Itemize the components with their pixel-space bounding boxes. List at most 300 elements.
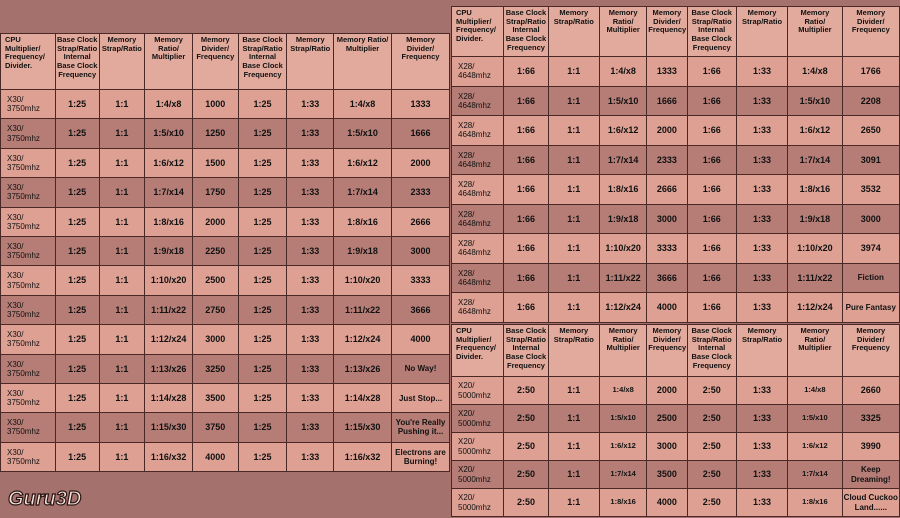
table-cell: 2:50: [687, 377, 736, 405]
column-header: Base Clock Strap/Ratio Internal Base Clock Frequency: [238, 34, 287, 90]
table-cell: 1:16/x32: [145, 442, 193, 471]
table-cell: 1:5/x10: [788, 86, 842, 116]
table-cell: 1:15/x30: [145, 413, 193, 442]
table-cell: 1:33: [736, 86, 787, 116]
table-cell: 2:50: [687, 489, 736, 517]
table-cell: X30/ 3750mhz: [1, 90, 56, 119]
table-cell: 1:33: [736, 234, 787, 264]
table-cell: You're Really Pushing it...: [392, 413, 450, 442]
table-cell: Fiction: [842, 263, 899, 293]
table-cell: 1:6/x12: [334, 148, 392, 177]
table-cell: 2500: [192, 266, 238, 295]
table-cell: 2333: [392, 178, 450, 207]
table-cell: 1:6/x12: [145, 148, 193, 177]
table-cell: 1:10/x20: [334, 266, 392, 295]
header-row: [452, 325, 900, 377]
table-cell: 1:7/x14: [788, 145, 842, 175]
table-row: [452, 489, 900, 517]
table-cell: 3500: [647, 461, 687, 489]
table-cell: 1:4/x8: [599, 57, 646, 87]
header-row: [452, 7, 900, 57]
table-row: [1, 295, 450, 324]
table-cell: 2750: [192, 295, 238, 324]
table-cell: 1:1: [99, 148, 145, 177]
table-cell: 1:1: [548, 293, 599, 323]
table-cell: 1:1: [99, 178, 145, 207]
table-row: [452, 145, 900, 175]
table-cell: 1:1: [99, 207, 145, 236]
table-row: [1, 236, 450, 265]
table-cell: 3500: [192, 383, 238, 412]
table-cell: 1:7/x14: [788, 461, 842, 489]
column-header: Memory Divider/ Frequency: [842, 325, 899, 377]
table-cell: 1:33: [287, 354, 334, 383]
table-cell: 1:33: [287, 90, 334, 119]
table-cell: 3000: [647, 433, 687, 461]
table-cell: 1:33: [287, 295, 334, 324]
table-cell: 1:25: [55, 295, 99, 324]
table-cell: X28/ 4648mhz: [452, 234, 504, 264]
table-cell: Electrons are Burning!: [392, 442, 450, 471]
table-row: [452, 377, 900, 405]
table-cell: 1333: [392, 90, 450, 119]
table-cell: 1:33: [287, 442, 334, 471]
table-row: [1, 148, 450, 177]
table-cell: 1:66: [687, 263, 736, 293]
table-cell: Keep Dreaming!: [842, 461, 899, 489]
table-cell: 1666: [392, 119, 450, 148]
table-cell: 1:5/x10: [334, 119, 392, 148]
column-header: CPU Multiplier/ Frequency/ Divider.: [1, 34, 56, 90]
table-cell: 1250: [192, 119, 238, 148]
table-cell: 1:66: [687, 145, 736, 175]
table-cell: 2000: [192, 207, 238, 236]
table-row: [452, 433, 900, 461]
table-cell: 1:33: [736, 175, 787, 205]
table-cell: 1:25: [238, 178, 287, 207]
table-cell: 1:66: [504, 175, 548, 205]
table-cell: 1:33: [736, 263, 787, 293]
table-cell: 1:1: [548, 461, 599, 489]
table-cell: No Way!: [392, 354, 450, 383]
table-cell: X30/ 3750mhz: [1, 442, 56, 471]
column-header: Memory Ratio/ Multiplier: [599, 7, 646, 57]
table-cell: 1:25: [238, 207, 287, 236]
table-cell: 2000: [647, 377, 687, 405]
table-cell: 1:6/x12: [788, 433, 842, 461]
right-bottom-memory-table: [451, 324, 900, 517]
table-cell: 1:6/x12: [788, 116, 842, 146]
table-cell: 1:33: [287, 236, 334, 265]
table-cell: 1:1: [548, 175, 599, 205]
table-cell: 1:66: [504, 145, 548, 175]
table-cell: X28/ 4648mhz: [452, 293, 504, 323]
table-cell: 2333: [647, 145, 687, 175]
table-cell: X30/ 3750mhz: [1, 413, 56, 442]
table-cell: 1:33: [736, 377, 787, 405]
table-row: [452, 293, 900, 323]
table-cell: 1:11/x22: [145, 295, 193, 324]
table-cell: 1:1: [99, 119, 145, 148]
table-cell: 1:25: [238, 90, 287, 119]
table-cell: 1:33: [287, 266, 334, 295]
table-row: [452, 57, 900, 87]
table-cell: 3250: [192, 354, 238, 383]
table-cell: 3000: [392, 236, 450, 265]
table-cell: 3333: [392, 266, 450, 295]
table-cell: 2250: [192, 236, 238, 265]
table-cell: 1:7/x14: [599, 145, 646, 175]
table-cell: 1:25: [55, 413, 99, 442]
table-cell: 1:66: [687, 116, 736, 146]
table-row: [452, 175, 900, 205]
table-cell: 1:25: [55, 119, 99, 148]
column-header: Memory Strap/Ratio: [548, 7, 599, 57]
table-cell: 1:11/x22: [599, 263, 646, 293]
table-cell: X30/ 3750mhz: [1, 207, 56, 236]
table-cell: 1500: [192, 148, 238, 177]
table-cell: 1:33: [287, 383, 334, 412]
table-cell: 1:6/x12: [599, 433, 646, 461]
table-cell: 1:33: [736, 405, 787, 433]
table-cell: 1:10/x20: [145, 266, 193, 295]
table-cell: X20/ 5000mhz: [452, 433, 504, 461]
table-cell: 2:50: [504, 461, 548, 489]
table-cell: 1:10/x20: [599, 234, 646, 264]
table-cell: 4000: [192, 442, 238, 471]
table-row: [1, 266, 450, 295]
table-cell: 1:66: [687, 234, 736, 264]
table-cell: X20/ 5000mhz: [452, 377, 504, 405]
table-cell: 1:7/x14: [599, 461, 646, 489]
table-cell: 2500: [647, 405, 687, 433]
table-cell: 2650: [842, 116, 899, 146]
table-cell: 1:25: [55, 383, 99, 412]
table-cell: 2666: [392, 207, 450, 236]
table-cell: 1:13/x26: [334, 354, 392, 383]
table-cell: 1:25: [55, 325, 99, 354]
table-cell: 1766: [842, 57, 899, 87]
table-cell: 1:66: [504, 57, 548, 87]
table-cell: 1000: [192, 90, 238, 119]
table-cell: 1:33: [736, 204, 787, 234]
table-cell: 1:66: [504, 263, 548, 293]
table-cell: 1:25: [238, 266, 287, 295]
table-cell: 1:25: [238, 442, 287, 471]
table-cell: 2000: [392, 148, 450, 177]
table-row: [452, 86, 900, 116]
left-memory-table: [0, 33, 450, 472]
table-row: [1, 119, 450, 148]
table-cell: 1:33: [287, 178, 334, 207]
table-cell: 1:4/x8: [145, 90, 193, 119]
table-cell: X30/ 3750mhz: [1, 178, 56, 207]
table-cell: Cloud Cuckoo Land......: [842, 489, 899, 517]
column-header: Memory Ratio/ Multiplier: [788, 325, 842, 377]
table-cell: 1:1: [99, 325, 145, 354]
column-header: CPU Multiplier/ Frequency/ Divider.: [452, 7, 504, 57]
table-cell: 1:12/x24: [334, 325, 392, 354]
table-cell: X28/ 4648mhz: [452, 175, 504, 205]
table-row: [452, 204, 900, 234]
table-row: [1, 383, 450, 412]
table-cell: 1:4/x8: [599, 377, 646, 405]
table-cell: X30/ 3750mhz: [1, 266, 56, 295]
table-cell: 1:66: [504, 293, 548, 323]
table-cell: 4000: [392, 325, 450, 354]
table-cell: 1:14/x28: [334, 383, 392, 412]
table-cell: 3000: [647, 204, 687, 234]
table-cell: 3750: [192, 413, 238, 442]
table-cell: 1:1: [548, 433, 599, 461]
table-cell: 1:25: [55, 442, 99, 471]
table-cell: 2000: [647, 116, 687, 146]
table-cell: 2208: [842, 86, 899, 116]
column-header: Memory Divider/ Frequency: [647, 325, 687, 377]
table-cell: 1:12/x24: [599, 293, 646, 323]
table-cell: X28/ 4648mhz: [452, 145, 504, 175]
table-cell: 1:66: [504, 86, 548, 116]
column-header: Base Clock Strap/Ratio Internal Base Clock Frequency: [55, 34, 99, 90]
table-cell: X30/ 3750mhz: [1, 325, 56, 354]
table-row: [1, 354, 450, 383]
table-cell: 1:66: [687, 57, 736, 87]
column-header: Memory Divider/ Frequency: [842, 7, 899, 57]
table-cell: 1:1: [99, 90, 145, 119]
table-row: [452, 405, 900, 433]
table-cell: 1:5/x10: [145, 119, 193, 148]
table-cell: 1:1: [548, 145, 599, 175]
table-cell: 1:1: [548, 405, 599, 433]
table-cell: 1:25: [55, 178, 99, 207]
table-row: [452, 234, 900, 264]
table-cell: 1:25: [55, 354, 99, 383]
column-header: Memory Ratio/ Multiplier: [599, 325, 646, 377]
table-cell: 1:1: [548, 116, 599, 146]
table-cell: 1:25: [55, 207, 99, 236]
table-cell: 1:8/x16: [599, 175, 646, 205]
column-header: Memory Strap/Ratio: [287, 34, 334, 90]
table-cell: 1:33: [287, 325, 334, 354]
table-row: [1, 178, 450, 207]
table-cell: 1:7/x14: [334, 178, 392, 207]
table-cell: 1:33: [287, 413, 334, 442]
column-header: Memory Strap/Ratio: [99, 34, 145, 90]
table-cell: 1:33: [736, 293, 787, 323]
table-cell: 1:66: [504, 116, 548, 146]
column-header: Base Clock Strap/Ratio Internal Base Clock Frequency: [504, 7, 548, 57]
table-cell: 1:25: [238, 354, 287, 383]
table-cell: 2666: [647, 175, 687, 205]
table-cell: 4000: [647, 293, 687, 323]
table-cell: 1:12/x24: [145, 325, 193, 354]
table-cell: X30/ 3750mhz: [1, 148, 56, 177]
table-cell: 1:25: [238, 295, 287, 324]
table-cell: 3974: [842, 234, 899, 264]
table-cell: X28/ 4648mhz: [452, 263, 504, 293]
table-cell: 1:8/x16: [334, 207, 392, 236]
table-cell: 1:9/x18: [145, 236, 193, 265]
table-cell: 3000: [842, 204, 899, 234]
column-header: Memory Divider/ Frequency: [647, 7, 687, 57]
table-cell: 1:4/x8: [334, 90, 392, 119]
table-cell: 4000: [647, 489, 687, 517]
table-cell: 2:50: [504, 489, 548, 517]
table-cell: 1:25: [238, 325, 287, 354]
table-cell: 3666: [647, 263, 687, 293]
table-cell: 1:66: [687, 175, 736, 205]
table-cell: 1:66: [687, 86, 736, 116]
table-cell: 1:7/x14: [145, 178, 193, 207]
table-cell: 1:9/x18: [788, 204, 842, 234]
table-cell: 2:50: [687, 405, 736, 433]
table-cell: 1:5/x10: [599, 86, 646, 116]
table-cell: 1:15/x30: [334, 413, 392, 442]
logo-text: Guru3D: [8, 488, 82, 510]
column-header: Memory Strap/Ratio: [736, 325, 787, 377]
guru3d-logo: [4, 484, 122, 512]
table-cell: 1:33: [736, 461, 787, 489]
table-cell: 1:1: [99, 295, 145, 324]
table-cell: 1:8/x16: [145, 207, 193, 236]
table-cell: Just Stop...: [392, 383, 450, 412]
table-row: [1, 207, 450, 236]
table-cell: 1:8/x16: [599, 489, 646, 517]
table-cell: X28/ 4648mhz: [452, 204, 504, 234]
column-header: Memory Divider/ Frequency: [392, 34, 450, 90]
column-header: Memory Ratio/ Multiplier: [145, 34, 193, 90]
table-cell: 1:13/x26: [145, 354, 193, 383]
table-cell: 1:1: [99, 442, 145, 471]
table-cell: 1:25: [238, 119, 287, 148]
table-cell: 1:8/x16: [788, 175, 842, 205]
table-cell: X20/ 5000mhz: [452, 489, 504, 517]
table-cell: 1:33: [287, 207, 334, 236]
table-cell: 1:6/x12: [599, 116, 646, 146]
table-cell: 1:33: [287, 119, 334, 148]
table-cell: X20/ 5000mhz: [452, 405, 504, 433]
table-cell: X30/ 3750mhz: [1, 295, 56, 324]
table-row: [1, 90, 450, 119]
table-cell: 1:1: [99, 383, 145, 412]
table-cell: 1:1: [548, 234, 599, 264]
column-header: Memory Ratio/ Multiplier: [334, 34, 392, 90]
table-cell: 1:33: [736, 57, 787, 87]
table-cell: 1:25: [55, 266, 99, 295]
table-row: [1, 413, 450, 442]
table-cell: 2:50: [504, 405, 548, 433]
column-header: Memory Strap/Ratio: [736, 7, 787, 57]
table-row: [1, 325, 450, 354]
table-cell: 1:5/x10: [599, 405, 646, 433]
column-header: Base Clock Strap/Ratio Internal Base Clock Frequency: [687, 325, 736, 377]
header-row: [1, 34, 450, 90]
table-cell: 1:66: [504, 204, 548, 234]
column-header: CPU Multiplier/ Frequency/ Divider.: [452, 325, 504, 377]
table-cell: 1:25: [238, 148, 287, 177]
table-cell: 2:50: [504, 433, 548, 461]
table-cell: 2660: [842, 377, 899, 405]
table-cell: 1:33: [736, 489, 787, 517]
table-cell: 1:9/x18: [334, 236, 392, 265]
table-cell: 2:50: [687, 461, 736, 489]
table-cell: 1:1: [548, 377, 599, 405]
table-cell: 1:33: [736, 433, 787, 461]
table-cell: 1:33: [287, 148, 334, 177]
table-cell: 1:66: [687, 293, 736, 323]
table-cell: 1:1: [548, 489, 599, 517]
table-cell: 3091: [842, 145, 899, 175]
table-cell: 1:11/x22: [788, 263, 842, 293]
table-cell: X30/ 3750mhz: [1, 354, 56, 383]
table-cell: 1:66: [504, 234, 548, 264]
table-cell: X28/ 4648mhz: [452, 116, 504, 146]
table-cell: 1:4/x8: [788, 377, 842, 405]
table-cell: X30/ 3750mhz: [1, 119, 56, 148]
table-cell: 1:25: [238, 236, 287, 265]
table-cell: 1:25: [55, 236, 99, 265]
table-cell: X28/ 4648mhz: [452, 86, 504, 116]
table-cell: X30/ 3750mhz: [1, 236, 56, 265]
table-cell: 1:33: [736, 116, 787, 146]
table-row: [452, 116, 900, 146]
table-cell: 3990: [842, 433, 899, 461]
table-cell: 3000: [192, 325, 238, 354]
table-cell: 1:11/x22: [334, 295, 392, 324]
table-cell: 1:1: [548, 263, 599, 293]
table-cell: 1:25: [238, 383, 287, 412]
table-cell: 1333: [647, 57, 687, 87]
table-row: [1, 442, 450, 471]
table-cell: 1:25: [55, 148, 99, 177]
table-cell: 3532: [842, 175, 899, 205]
table-cell: 1:10/x20: [788, 234, 842, 264]
table-row: [452, 461, 900, 489]
table-cell: 1:9/x18: [599, 204, 646, 234]
table-cell: X28/ 4648mhz: [452, 57, 504, 87]
table-cell: 1666: [647, 86, 687, 116]
table-cell: 1:1: [99, 266, 145, 295]
table-row: [452, 263, 900, 293]
table-cell: 1:66: [687, 204, 736, 234]
column-header: Base Clock Strap/Ratio Internal Base Clock Frequency: [504, 325, 548, 377]
table-cell: 1:1: [548, 204, 599, 234]
table-cell: 1:1: [99, 354, 145, 383]
table-cell: 1:5/x10: [788, 405, 842, 433]
table-cell: 2:50: [504, 377, 548, 405]
table-cell: Pure Fantasy: [842, 293, 899, 323]
table-cell: 2:50: [687, 433, 736, 461]
table-cell: 1:1: [548, 86, 599, 116]
right-top-memory-table: [451, 6, 900, 323]
table-cell: 3325: [842, 405, 899, 433]
column-header: Memory Divider/ Frequency: [192, 34, 238, 90]
table-cell: 1:4/x8: [788, 57, 842, 87]
table-cell: X30/ 3750mhz: [1, 383, 56, 412]
column-header: Base Clock Strap/Ratio Internal Base Clock Frequency: [687, 7, 736, 57]
table-cell: 1:1: [548, 57, 599, 87]
column-header: Memory Strap/Ratio: [548, 325, 599, 377]
table-cell: 3333: [647, 234, 687, 264]
table-cell: 1:25: [238, 413, 287, 442]
column-header: Memory Ratio/ Multiplier: [788, 7, 842, 57]
table-cell: 1:16/x32: [334, 442, 392, 471]
table-cell: 1:8/x16: [788, 489, 842, 517]
table-cell: 3666: [392, 295, 450, 324]
table-cell: 1:14/x28: [145, 383, 193, 412]
table-cell: 1:33: [736, 145, 787, 175]
table-cell: 1:1: [99, 413, 145, 442]
